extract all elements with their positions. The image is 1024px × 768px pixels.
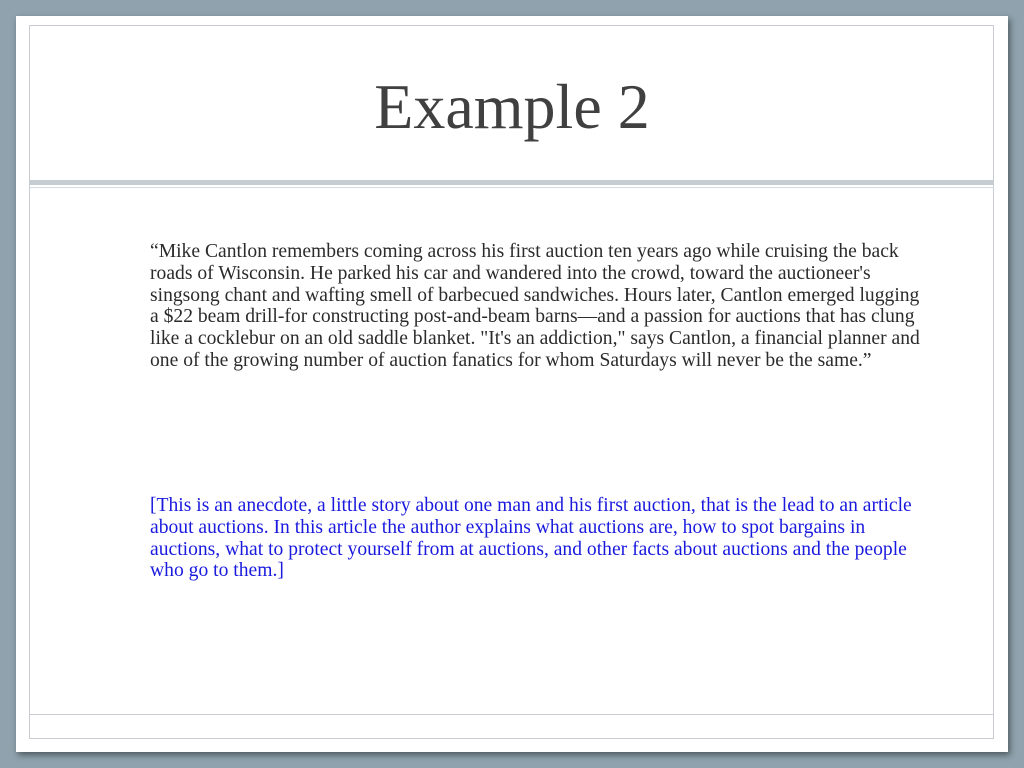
title-divider-bar	[30, 180, 994, 185]
commentary-paragraph: [This is an anecdote, a little story about one man and his first auction, that is the lead to an article about auctions. In this article the author explains what auctions are, how to spot bargains in auctions, what to protect yourself from at auctions, and other facts about auctions and the people who go to them.]	[150, 495, 912, 582]
slide-title: Example 2	[374, 71, 650, 142]
title-divider-line	[30, 187, 994, 188]
footer-divider-line	[30, 714, 994, 715]
quote-paragraph: “Mike Cantlon remembers coming across his first auction ten years ago while cruising the back roads of Wisconsin. He parked his car and wandered into the crowd, toward the auctioneer's singsong chant and wafting smell of barbecued sandwiches. Hours later, Cantlon emerged lugging a $22 beam drill-for constructing post-and-beam barns—and a passion for auctions that has clung like a cocklebur on an old saddle blanket. "It's an addiction," says Cantlon, a financial planner and one of the growing number of auction fanatics for whom Saturdays will never be the same.”	[150, 241, 920, 371]
